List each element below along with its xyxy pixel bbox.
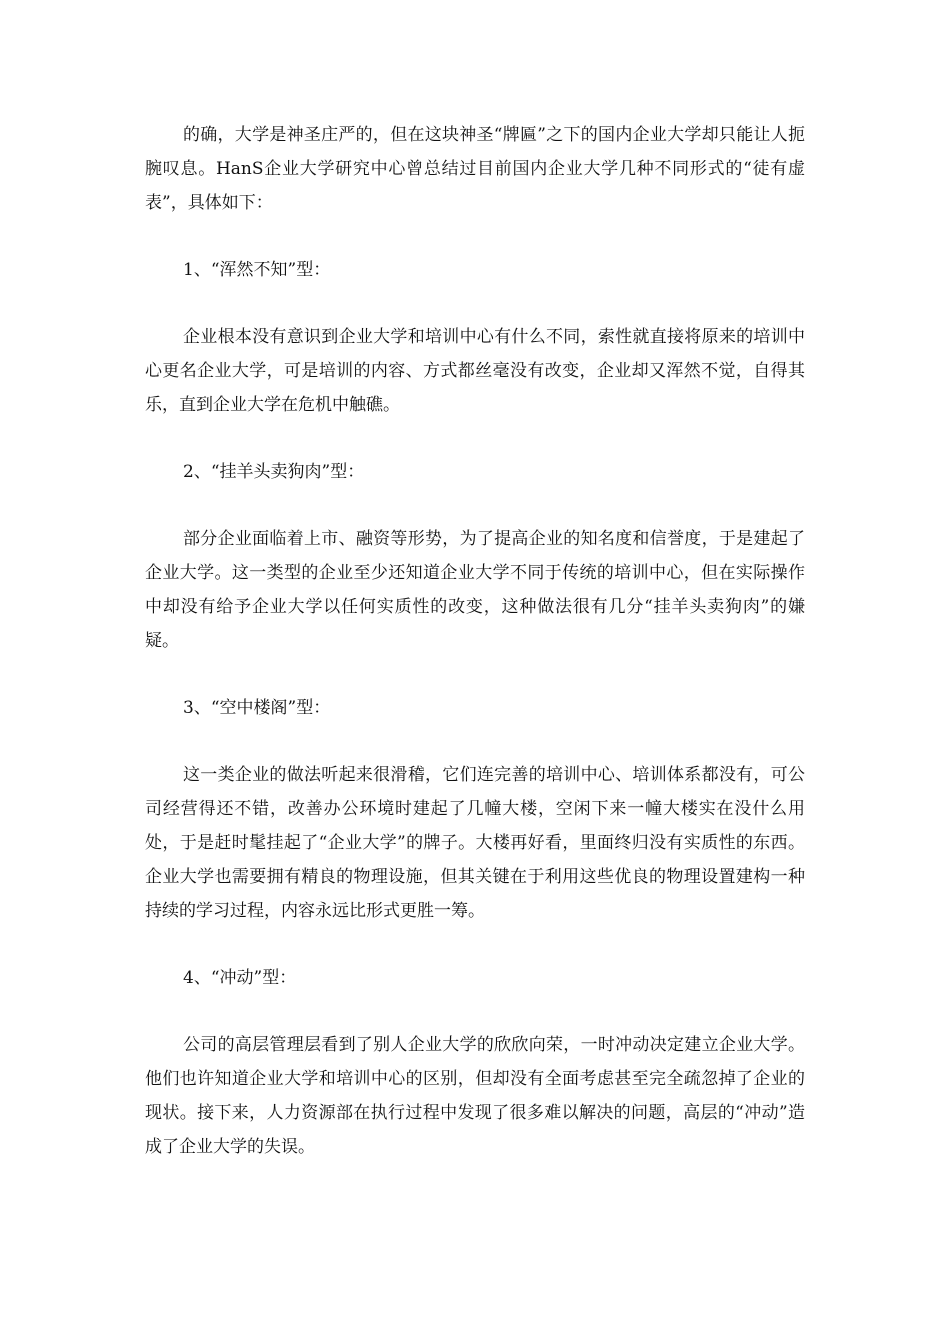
spacer [145,489,805,522]
spacer [145,220,805,253]
section-body-3: 这一类企业的做法听起来很滑稽，它们连完善的培训中心、培训体系都没有，可公司经营得还不错，改善办公环境时建起了几幢大楼，空闲下来一幢大楼实在没什么用处，于是赶时髦挂起了“企业大学”的牌子。大楼再好看，里面终归没有实质性的东西。企业大学也需要拥有精良的物理设施，但其关键在于利用这些优良的物理设置建构一种持续的学习过程，内容永远比形式更胜一筹。 [145,765,805,921]
intro-paragraph: 的确，大学是神圣庄严的，但在这块神圣“牌匾”之下的国内企业大学却只能让人扼腕叹息。HanS企业大学研究中心曾总结过目前国内企业大学几种不同形式的“徒有虚表”，具体如下： [145,125,805,213]
spacer [145,928,805,961]
section-heading-1: 1、“浑然不知”型： [183,260,331,280]
document-body [145,118,805,1164]
spacer [145,995,805,1028]
spacer [145,287,805,320]
spacer [145,725,805,758]
section-heading-4: 4、“冲动”型： [183,968,297,988]
section-heading-3: 3、“空中楼阁”型： [183,698,331,718]
spacer [145,658,805,691]
spacer [145,422,805,455]
section-body-2: 部分企业面临着上市、融资等形势，为了提高企业的知名度和信誉度，于是建起了企业大学。这一类型的企业至少还知道企业大学不同于传统的培训中心，但在实际操作中却没有给予企业大学以任何实质性的改变，这种做法很有几分“挂羊头卖狗肉”的嫌疑。 [145,529,805,651]
section-heading-2: 2、“挂羊头卖狗肉”型： [183,462,365,482]
section-body-1: 企业根本没有意识到企业大学和培训中心有什么不同，索性就直接将原来的培训中心更名企业大学，可是培训的内容、方式都丝毫没有改变，企业却又浑然不觉，自得其乐，直到企业大学在危机中触礁。 [145,327,805,415]
section-body-4: 公司的高层管理层看到了别人企业大学的欣欣向荣，一时冲动决定建立企业大学。他们也许知道企业大学和培训中心的区别，但却没有全面考虑甚至完全疏忽掉了企业的现状。接下来，人力资源部在执行过程中发现了很多难以解决的问题，高层的“冲动”造成了企业大学的失误。 [145,1035,805,1157]
